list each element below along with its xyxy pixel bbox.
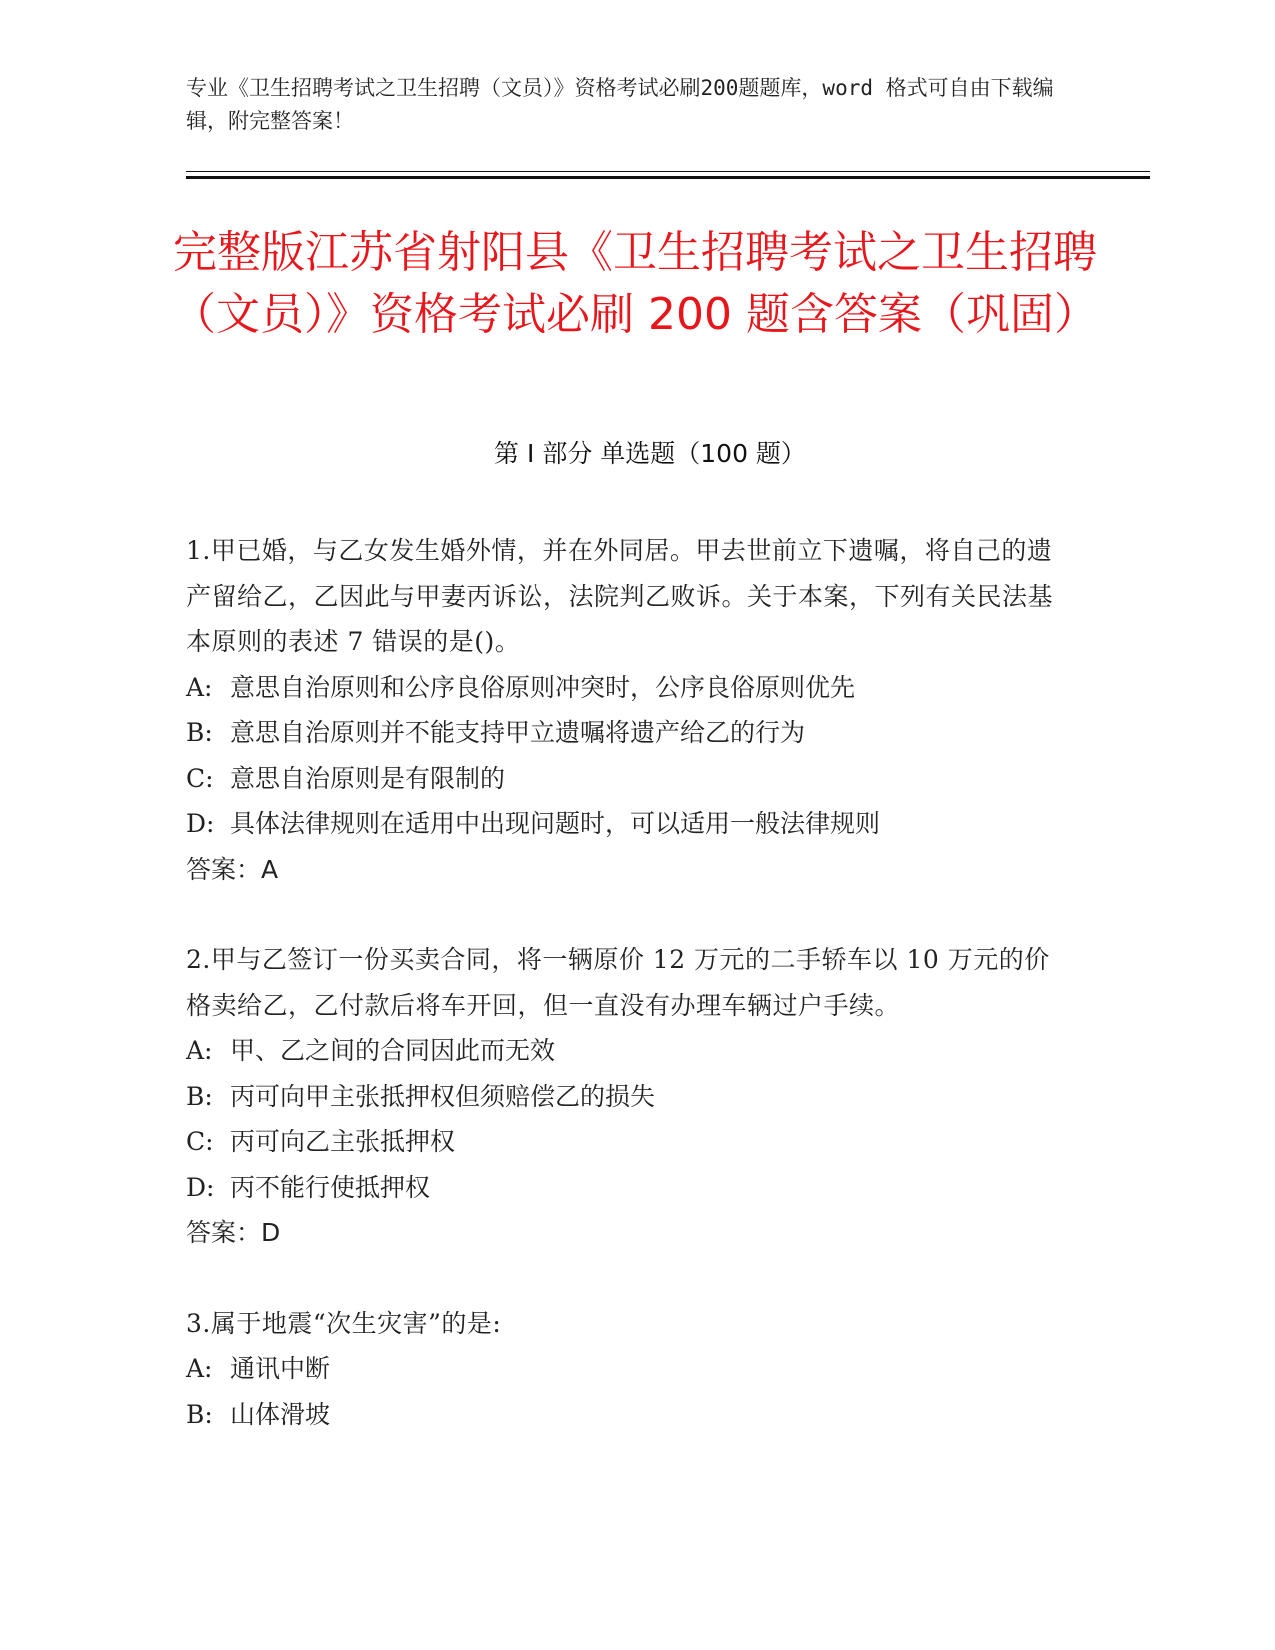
- option-letter: B:: [186, 1399, 213, 1429]
- question-answer: 答案：D: [186, 1218, 281, 1247]
- option-text: 通讯中断: [230, 1354, 331, 1383]
- question-item: [186, 1301, 1066, 1438]
- option-text: 具体法律规则在适用中出现问题时，可以适用一般法律规则: [230, 809, 881, 838]
- section-title: 第 I 部分 单选题（100 题）: [494, 439, 806, 468]
- question-option: [186, 665, 1066, 711]
- question-option: [186, 710, 1066, 756]
- header-divider-thin: [186, 171, 1150, 172]
- question-answer: 答案：A: [186, 854, 279, 884]
- option-text: 丙可向乙主张抵押权: [230, 1127, 456, 1156]
- question-option: [186, 1165, 1066, 1211]
- option-letter: A:: [186, 1354, 213, 1383]
- question-option: [186, 756, 1066, 802]
- header-note: 专业《卫生招聘考试之卫生招聘（文员）》资格考试必刷200题题库，word 格式可自由下载编辑，附完整答案！: [186, 76, 1054, 133]
- option-text: 意思自治原则并不能支持甲立遗嘱将遗产给乙的行为: [230, 718, 806, 747]
- question-stem: 1.甲已婚，与乙女发生婚外情，并在外同居。甲去世前立下遗嘱，将自己的遗产留给乙，乙因此与甲妻丙诉讼，法院判乙败诉。关于本案，下列有关民法基本原则的表述 7 错误的是()。: [186, 536, 1054, 656]
- option-text: 意思自治原则和公序良俗原则冲突时，公序良俗原则优先: [230, 672, 856, 702]
- question-option: [186, 1119, 1066, 1165]
- question-option: [186, 1028, 1066, 1074]
- question-option: [186, 801, 1066, 847]
- option-text: 山体滑坡: [230, 1399, 331, 1429]
- option-text: 丙不能行使抵押权: [230, 1172, 431, 1202]
- question-stem: 3.属于地震“次生灾害”的是:: [186, 1308, 502, 1338]
- question-stem: 2.甲与乙签订一份买卖合同，将一辆原价 12 万元的二手轿车以 10 万元的价格卖给乙，乙付款后将车开回，但一直没有办理车辆过户手续。: [186, 945, 1050, 1020]
- header-divider-thick: [186, 176, 1150, 179]
- option-letter: C:: [186, 763, 214, 793]
- question-list: [186, 528, 1066, 1482]
- option-letter: A:: [186, 1036, 213, 1065]
- question-option: [186, 1074, 1066, 1120]
- question-item: [186, 937, 1066, 1256]
- question-option: [186, 1346, 1066, 1392]
- question-option: [186, 1392, 1066, 1438]
- option-text: 意思自治原则是有限制的: [230, 763, 506, 793]
- option-letter: D:: [186, 1172, 215, 1202]
- option-letter: C:: [186, 1127, 214, 1156]
- document-title: 完整版江苏省射阳县《卫生招聘考试之卫生招聘（文员）》资格考试必刷 200 题含答案（巩固）: [172, 227, 1098, 340]
- option-letter: D:: [186, 809, 215, 838]
- option-letter: B:: [186, 1081, 213, 1111]
- option-letter: A:: [186, 672, 213, 702]
- question-item: [186, 528, 1066, 892]
- option-text: 丙可向甲主张抵押权但须赔偿乙的损失: [230, 1081, 656, 1111]
- option-text: 甲、乙之间的合同因此而无效: [230, 1036, 556, 1065]
- option-letter: B:: [186, 718, 213, 747]
